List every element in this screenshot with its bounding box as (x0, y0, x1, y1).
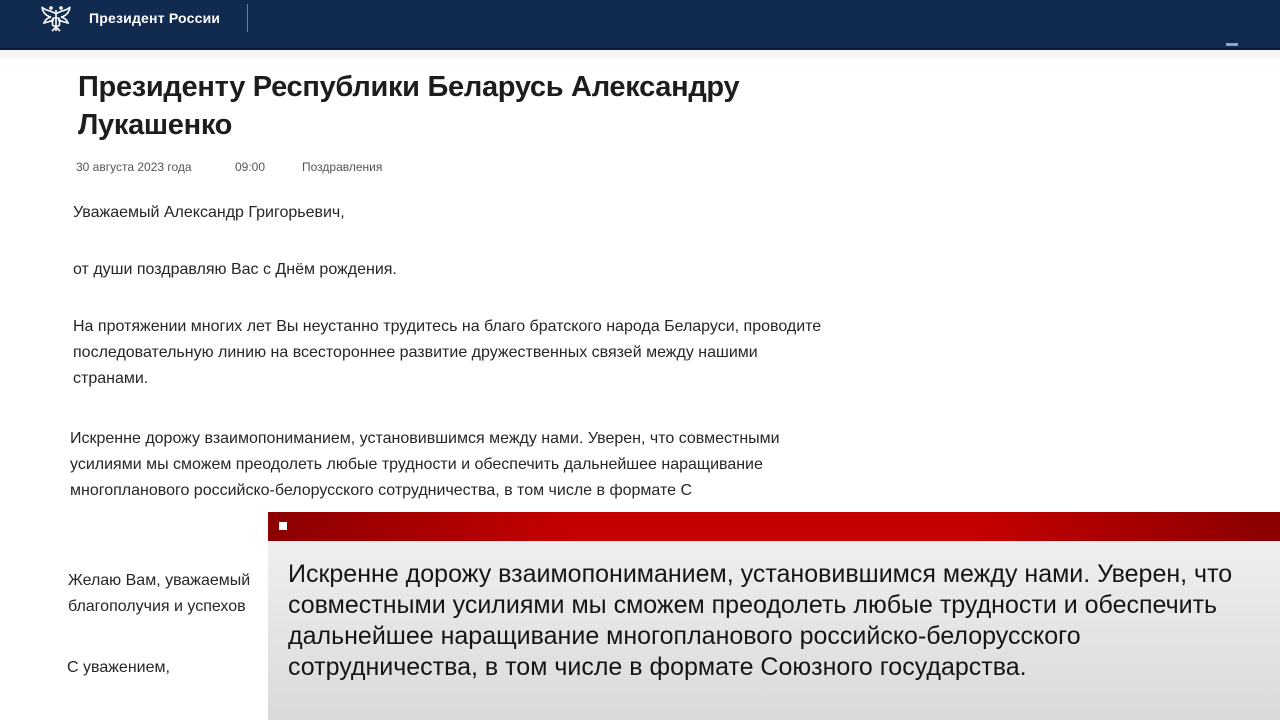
article-paragraph: На протяжении многих лет Вы неустанно трудитесь на благо братского народа Беларуси, проводите последовательную линию на всестороннее развитие дружественных связей между нашими странами. (73, 318, 822, 387)
article-category-link[interactable]: Поздравления (302, 160, 383, 174)
header-indicator (1226, 43, 1238, 46)
article-paragraph: от души поздравляю Вас с Днём рождения. (73, 261, 397, 278)
site-title[interactable]: Президент России (89, 10, 221, 26)
double-headed-eagle-icon[interactable] (38, 4, 74, 34)
article-paragraph: Желаю Вам, уважаемый (68, 572, 251, 589)
top-navigation-bar (0, 0, 1280, 50)
article-paragraph: благополучия и успехов (68, 598, 246, 615)
article-date: 30 августа 2023 года (76, 160, 192, 174)
article-paragraph: Искренне дорожу взаимопониманием, установившимся между нами. Уверен, что совместными усилиями мы сможем преодолеть любые трудности и обеспечить дальнейшее наращивание многопланового российско-белорусского сотрудничества, в том числе в формате С (70, 430, 780, 499)
article-title: Президенту Республики Беларусь Александру Лукашенко (78, 71, 740, 141)
caption-marker-icon (279, 522, 287, 530)
tv-caption-red-bar (268, 512, 1280, 541)
article-paragraph: С уважением, (67, 659, 170, 676)
article-paragraph: Уважаемый Александр Григорьевич, (73, 204, 345, 221)
tv-caption-text: Искренне дорожу взаимопониманием, установившимся между нами. Уверен, что совместными усилиями мы сможем преодолеть любые трудности и обеспечить дальнейшее наращивание многопланового российско-белорусского сотрудничества, в том числе в формате Союзного государства. (288, 560, 1233, 681)
article-time: 09:00 (235, 160, 266, 174)
header-divider (247, 4, 248, 32)
